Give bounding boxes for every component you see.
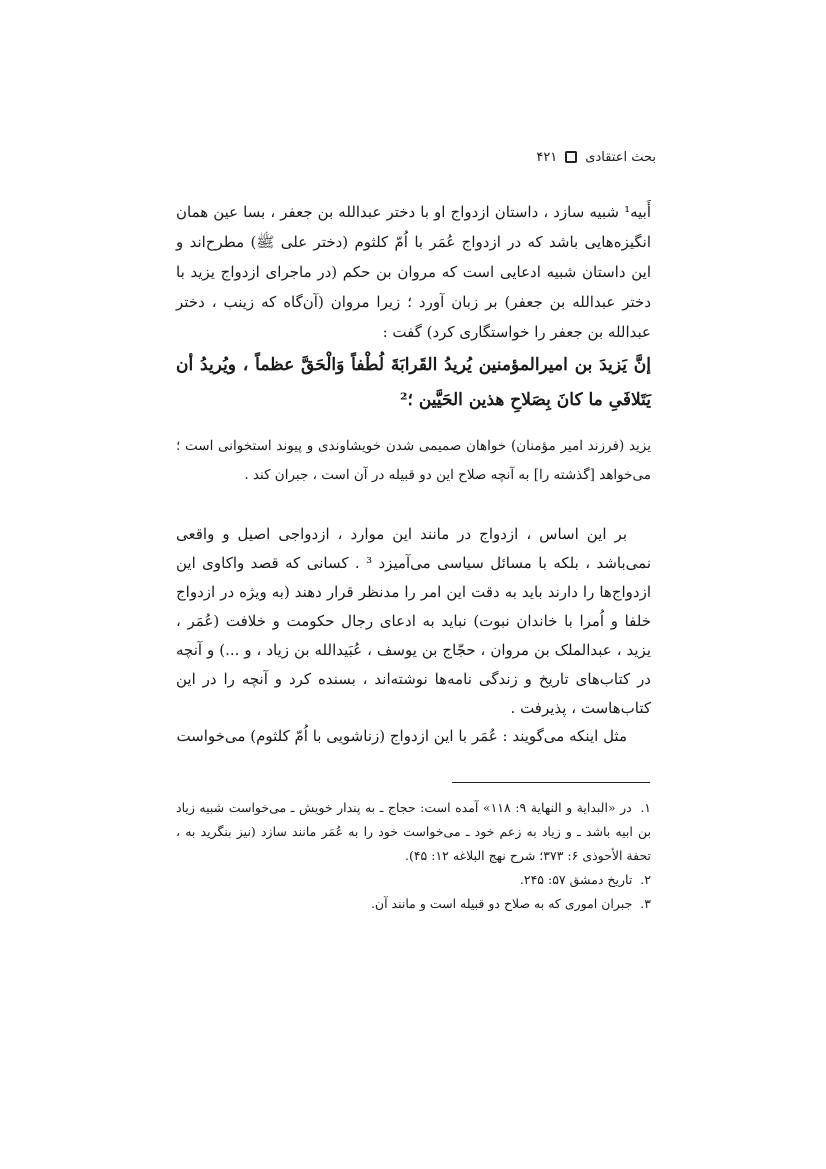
square-ornament-icon bbox=[565, 151, 577, 163]
footnote-1 bbox=[176, 796, 651, 868]
footnotes bbox=[176, 796, 651, 916]
page-number: ۴۲۱ bbox=[536, 150, 558, 165]
footnote-number: ۱. bbox=[640, 800, 652, 815]
footnote-text: تاریخ دمشق ۵۷: ۲۴۵. bbox=[519, 872, 633, 887]
footnote-3 bbox=[176, 892, 651, 916]
footnote-2 bbox=[176, 868, 651, 892]
footnote-text: جبران اموری که به صلاح دو قبیله است و مانند آن. bbox=[370, 896, 633, 911]
intro-paragraph: أَبیه¹ شبیه سازد ، داستان ازدواج او با دختر عبدالله بن جعفر ، بسا عین همان انگیزه‌هایی باشد که در ازدواج عُمَر با اُمّ کلثوم (دختر علی ﷺ) مطرح‌اند و این داستان شبیه ادعایی است که مروان بن حکم (در ماجرای ازدواج یزید با دختر عبدالله بن جعفر) بر زبان آورد ؛ زیرا مروان (آن‌گاه که زینب ، دختر عبدالله بن جعفر را خواستگاری کرد) گفت : bbox=[176, 203, 651, 341]
running-header bbox=[176, 148, 656, 168]
footnote-number: ۳. bbox=[640, 896, 651, 911]
section-title: بحث اعتقادی bbox=[585, 150, 656, 165]
quote-translation: یزید (فرزند امیر مؤمنان) خواهان صمیمی شدن خویشاوندی و پیوند استخوانی است ؛ می‌خواهد [گذشته را] به آنچه صلاح این دو قبیله در آن است ، جبران کند . bbox=[176, 438, 651, 483]
footnote-text: در «البدایة و النهایة ۹: ۱۱۸» آمده است: حجاج ـ به پندار خویش ـ می‌خواست شبیه زیاد بن ابیه باشد ـ و زیاد به زعم خود ـ می‌خواست خود را به عُمَر مانند سازد (نیز بنگرید به ، تحفة الأحوذی ۶: ۳۷۳؛ شرح نهج البلاغه ۱۲: ۴۵). bbox=[176, 800, 651, 863]
footnote-separator bbox=[452, 782, 650, 783]
body-paragraph-3: مثل اینکه می‌گویند : عُمَر با این ازدواج (زناشویی با اُمّ کلثوم) می‌خواست bbox=[176, 727, 627, 745]
arabic-quote: إنَّ یَزیدَ بن امیرالمؤمنین یُریدُ القَرابَةَ لُطْفاً وَالْحَقَّ عظماً ، ویُریدُ أن یَتَلافَیِ ما کانَ بِصَلاحِ هذین الحَیَّین ؛² bbox=[176, 355, 651, 410]
body-paragraph-2: بر این اساس ، ازدواج در مانند این موارد ، ازدواجی اصیل و واقعی نمی‌باشد ، بلکه با مسائل سیاسی می‌آمیزد ³ . کسانی که قصد واکاوی این ازدواج‌ها را دارند باید به دقت این امر را مدنظر قرار دهند (به ویژه در ازدواج خلفا و اُمرا با خاندان نبوت) نباید به ادعای رجال حکومت و خلافت (عُمَر ، یزید ، عبدالملک بن مروان ، حجّاج بن یوسف ، عُبَیدالله بن زیاد ، و ...) و آنچه در کتاب‌های تاریخ و زندگی نامه‌ها نوشته‌اند ، بسنده کرد و آنچه را در این کتاب‌هاست ، پذیرفت . bbox=[176, 525, 651, 717]
footnote-number: ۲. bbox=[640, 872, 651, 887]
